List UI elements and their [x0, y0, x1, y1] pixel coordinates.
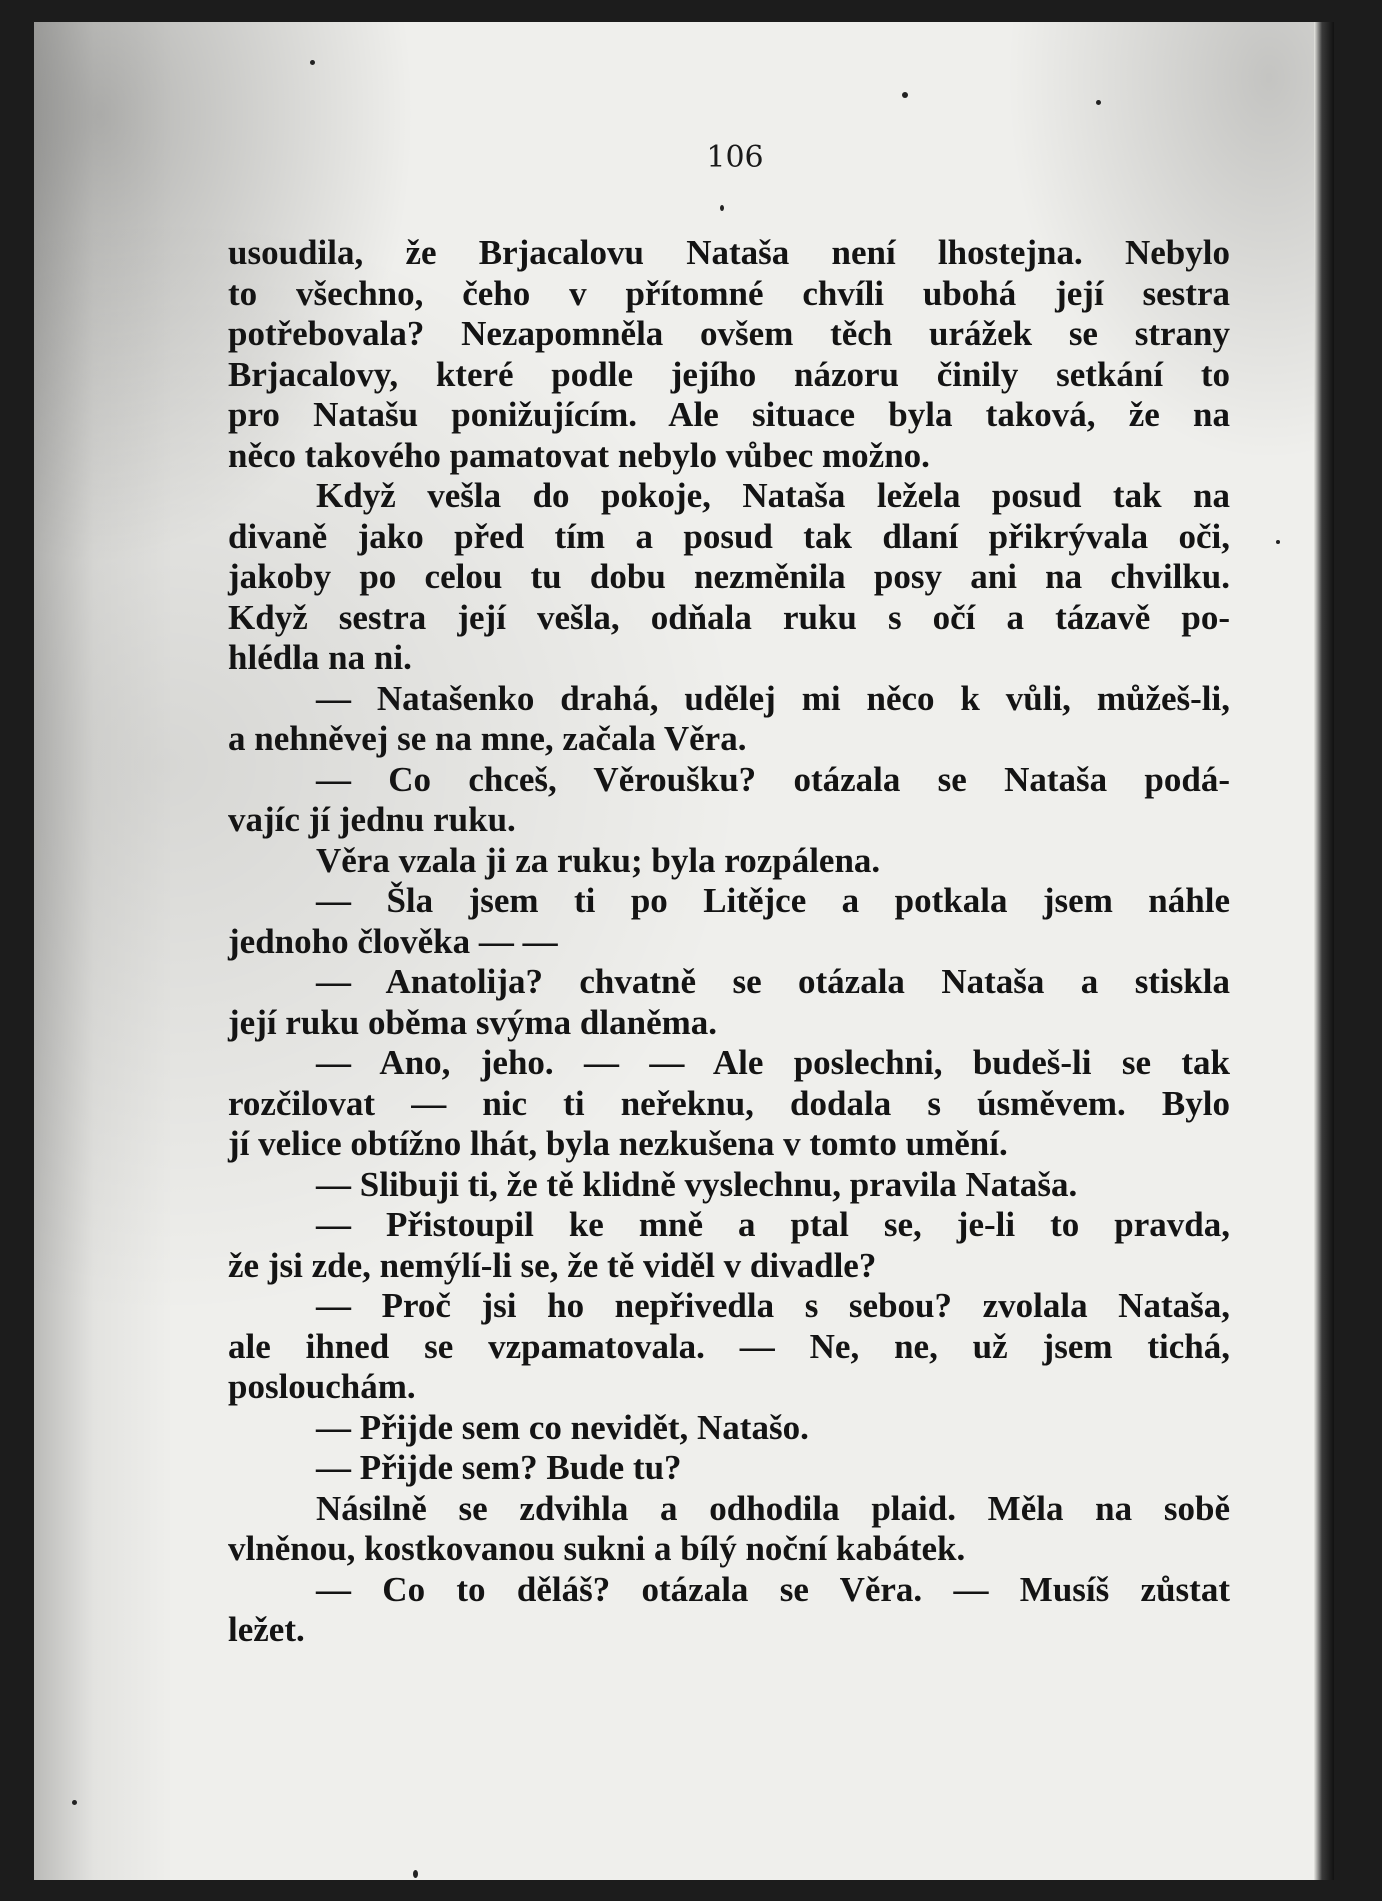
- text-line: Když sestra její vešla, odňala ruku s očí a tázavě po-: [228, 597, 1230, 637]
- text-line: pro Natašu ponižujícím. Ale situace byla taková, že na: [228, 395, 1230, 434]
- text-line: vajíc jí jednu ruku.: [228, 800, 516, 839]
- text-line: hlédla na ni.: [228, 638, 412, 677]
- scan-speck: [310, 60, 315, 65]
- text-line: jednoho člověka — —: [228, 921, 558, 961]
- text-line: Násilně se zdvihla a odhodila plaid. Měla na sobě: [316, 1488, 1230, 1528]
- text-line: něco takového pamatovat nebylo vůbec možno.: [228, 435, 930, 475]
- text-line: divaně jako před tím a posud tak dlaní přikrývala oči,: [228, 516, 1230, 556]
- text-line: — Co chceš, Věroušku? otázala se Nataša podá-: [316, 759, 1230, 799]
- text-line: — Natašenko drahá, udělej mi něco k vůli, můžeš-li,: [316, 678, 1230, 718]
- text-line: Když vešla do pokoje, Nataša ležela posud tak na: [316, 476, 1230, 515]
- page-number: 106: [706, 140, 764, 175]
- text-line: jakoby po celou tu dobu nezměnila posy ani na chvilku.: [228, 557, 1230, 596]
- text-line: že jsi zde, nemýlí-li se, že tě viděl v divadle?: [228, 1245, 877, 1285]
- text-line: Věra vzala ji za ruku; byla rozpálena.: [316, 840, 881, 880]
- text-line: a nehněvej se na mne, začala Věra.: [228, 719, 747, 758]
- text-line: — Ano, jeho. — — Ale poslechni, budeš-li se tak: [316, 1043, 1230, 1082]
- scan-speck: [1096, 100, 1101, 105]
- scan-speck: [902, 92, 908, 98]
- text-line: rozčilovat — nic ti neřeknu, dodala s úsměvem. Bylo: [228, 1083, 1230, 1123]
- text-line: — Proč jsi ho nepřivedla s sebou? zvolala Nataša,: [316, 1286, 1230, 1325]
- text-line: potřebovala? Nezapomněla ovšem těch urážek se strany: [228, 314, 1230, 353]
- text-line: to všechno, čeho v přítomné chvíli ubohá její sestra: [228, 273, 1230, 313]
- text-line: — Co to děláš? otázala se Věra. — Musíš zůstat: [316, 1569, 1230, 1609]
- text-line: jí velice obtížno lhát, byla nezkušena v tomto umění.: [228, 1124, 1008, 1163]
- text-line: usoudila, že Brjacalovu Nataša není lhostejna. Nebylo: [228, 233, 1230, 272]
- text-line: vlněnou, kostkovanou sukni a bílý noční kabátek.: [228, 1529, 966, 1568]
- scan-speck: [72, 1800, 77, 1805]
- text-line: poslouchám.: [228, 1367, 416, 1406]
- text-line: — Šla jsem ti po Litějce a potkala jsem náhle: [316, 881, 1230, 920]
- scan-speck: [1276, 540, 1280, 544]
- text-line: ležet.: [228, 1610, 305, 1649]
- scan-speck: [720, 205, 724, 211]
- book-gutter-shadow: [1314, 22, 1334, 1880]
- text-line: ale ihned se vzpamatovala. — Ne, ne, už jsem tichá,: [228, 1326, 1230, 1366]
- text-line: Brjacalovy, které podle jejího názoru činily setkání to: [228, 354, 1230, 394]
- text-line: — Přijde sem? Bude tu?: [316, 1448, 682, 1487]
- text-line: — Přistoupil ke mně a ptal se, je-li to pravda,: [316, 1205, 1230, 1244]
- text-line: — Slibuji ti, že tě klidně vyslechnu, pravila Nataša.: [316, 1164, 1078, 1204]
- text-line: — Přijde sem co nevidět, Natašo.: [316, 1407, 809, 1447]
- body-text: [228, 233, 1230, 1651]
- text-line: její ruku oběma svýma dlaněma.: [228, 1002, 718, 1042]
- scan-speck: [413, 1870, 418, 1878]
- text-line: — Anatolija? chvatně se otázala Nataša a stiskla: [316, 962, 1230, 1001]
